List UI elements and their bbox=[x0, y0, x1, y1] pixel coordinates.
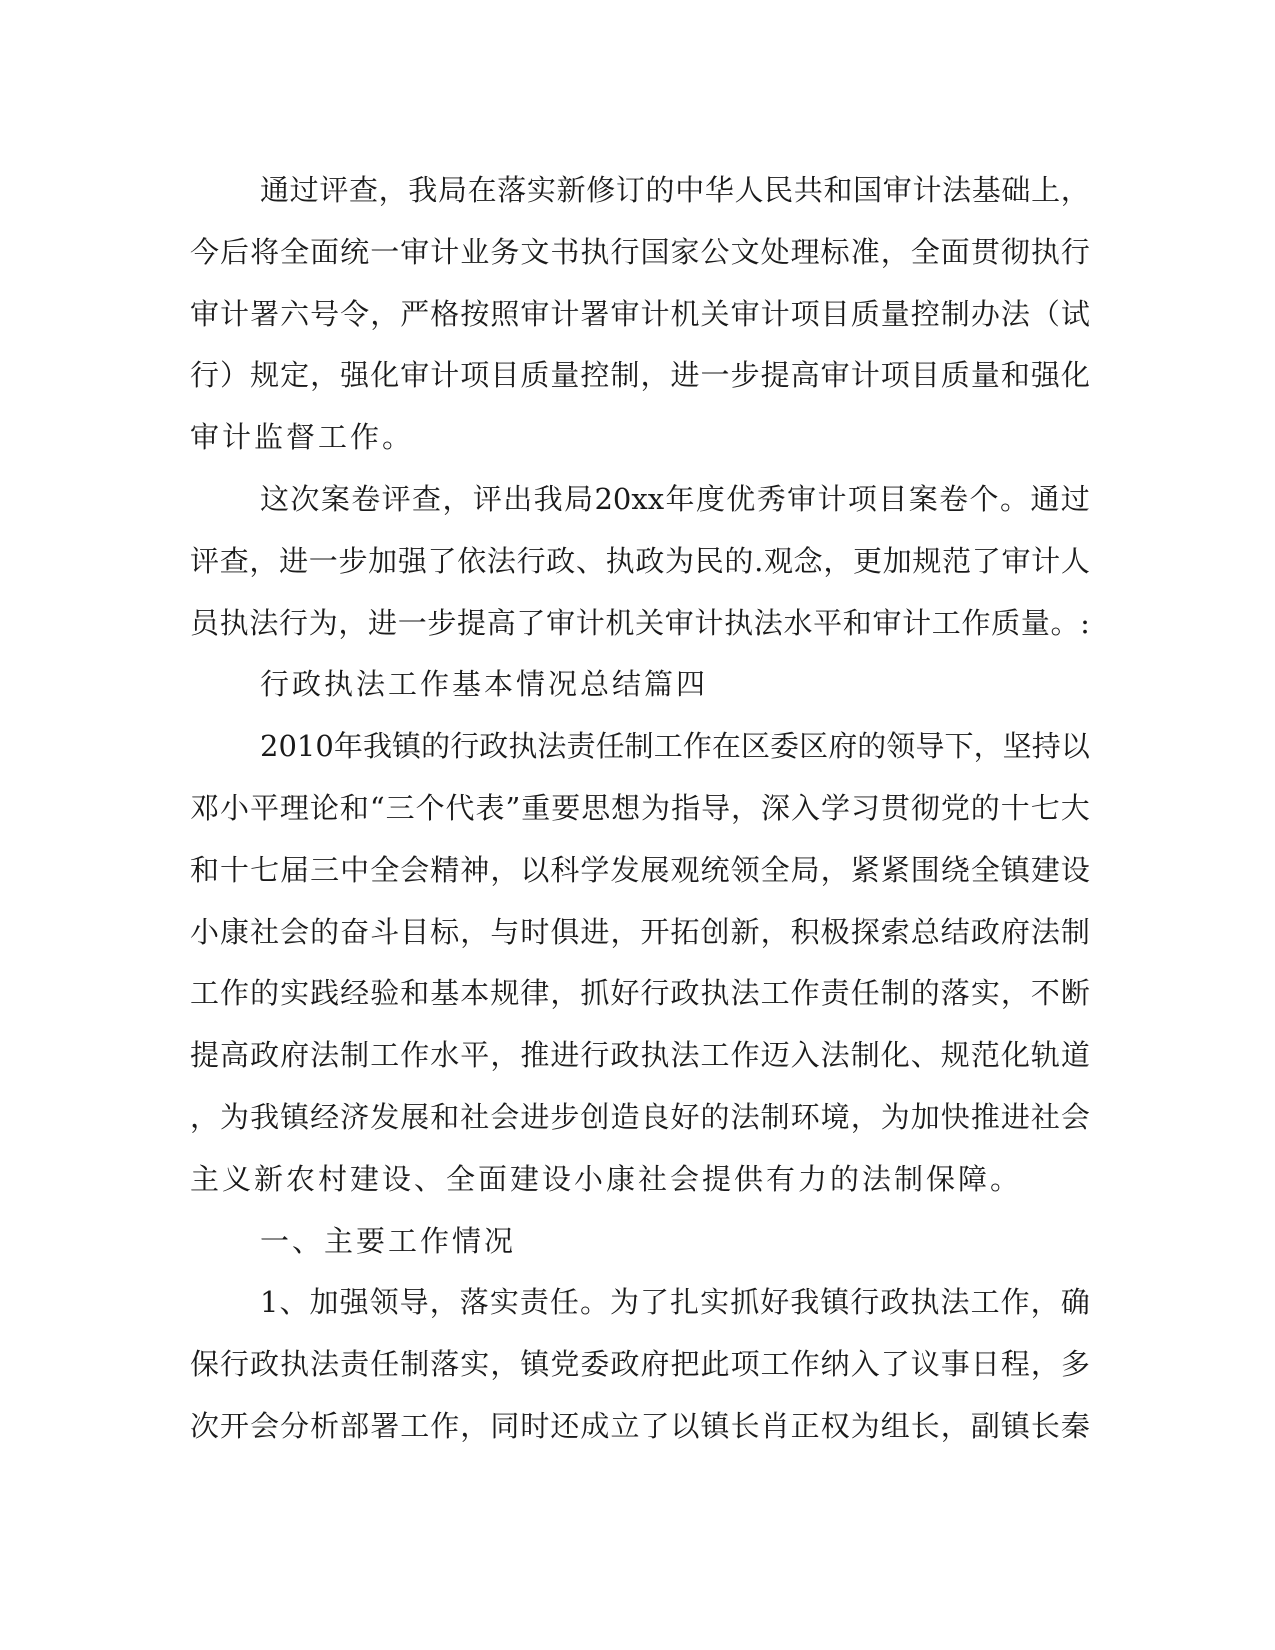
text-line: 审计监督工作。 bbox=[190, 420, 415, 455]
text-line: 和 十 七 届 三 中 全 会 精 神 ， 以 科 学 发 展 观 统 领 全 局 ， 紧 紧 围 绕 全 镇 建 设 bbox=[190, 852, 1090, 887]
text-line: 邓 小 平 理 论 和 “ 三 个 代 表 ” 重 要 思 想 为 指 导 ， 深 入 学 习 贯 彻 党 的 十 七 大 bbox=[190, 790, 1090, 825]
text-line: 行政执法工作基本情况总结篇四 bbox=[260, 667, 709, 702]
document-body bbox=[190, 160, 1090, 1458]
text-line: ， 为 我 镇 经 济 发 展 和 社 会 进 步 创 造 良 好 的 法 制 环 境 ， 为 加 快 推 进 社 会 bbox=[190, 1099, 1090, 1134]
text-line: 1 、 加 强 领 导 ， 落 实 责 任 。 为 了 扎 实 抓 好 我 镇 行 政 执 法 工 作 ， 确 bbox=[260, 1285, 1090, 1320]
text-line: 一、主要工作情况 bbox=[260, 1223, 517, 1258]
text-line: 行 ） 规 定 ， 强 化 审 计 项 目 质 量 控 制 ， 进 一 步 提 高 审 计 项 目 质 量 和 强 化 bbox=[190, 358, 1090, 393]
text-line: 保 行 政 执 法 责 任 制 落 实 ， 镇 党 委 政 府 把 此 项 工 作 纳 入 了 议 事 日 程 ， 多 bbox=[190, 1347, 1090, 1382]
text-line: 这 次 案 卷 评 查 ， 评 出 我 局 20xx 年 度 优 秀 审 计 项 目 案 卷 个 。 通 过 bbox=[260, 481, 1090, 516]
text-line: 评 查 ， 进 一 步 加 强 了 依 法 行 政 、 执 政 为 民 的 . 观 念 ， 更 加 规 范 了 审 计 人 bbox=[190, 543, 1090, 578]
text-line: 工 作 的 实 践 经 验 和 基 本 规 律 ， 抓 好 行 政 执 法 工 作 责 任 制 的 落 实 ， 不 断 bbox=[190, 976, 1090, 1011]
text-line: 提 高 政 府 法 制 工 作 水 平 ， 推 进 行 政 执 法 工 作 迈 入 法 制 化 、 规 范 化 轨 道 bbox=[190, 1038, 1090, 1073]
text-line: 今 后 将 全 面 统 一 审 计 业 务 文 书 执 行 国 家 公 文 处 理 标 准 ， 全 面 贯 彻 执 行 bbox=[190, 234, 1090, 269]
text-line: 审 计 署 六 号 令 ， 严 格 按 照 审 计 署 审 计 机 关 审 计 项 目 质 量 控 制 办 法 （ 试 bbox=[190, 296, 1090, 331]
text-line: 主义新农村建设、全面建设小康社会提供有力的法制保障。 bbox=[190, 1161, 1023, 1196]
text-line: 次 开 会 分 析 部 署 工 作 ， 同 时 还 成 立 了 以 镇 长 肖 正 权 为 组 长 ， 副 镇 长 秦 bbox=[190, 1408, 1090, 1443]
text-line: 2010 年 我 镇 的 行 政 执 法 责 任 制 工 作 在 区 委 区 府 的 领 导 下 ， 坚 持 以 bbox=[260, 729, 1090, 764]
text-line: 员 执 法 行 为 ， 进 一 步 提 高 了 审 计 机 关 审 计 执 法 水 平 和 审 计 工 作 质 量 。 : bbox=[190, 605, 1090, 640]
text-line: 通 过 评 查 ， 我 局 在 落 实 新 修 订 的 中 华 人 民 共 和 国 审 计 法 基 础 上 ， bbox=[260, 173, 1090, 207]
text-line: 小 康 社 会 的 奋 斗 目 标 ， 与 时 俱 进 ， 开 拓 创 新 ， 积 极 探 索 总 结 政 府 法 制 bbox=[190, 914, 1090, 949]
